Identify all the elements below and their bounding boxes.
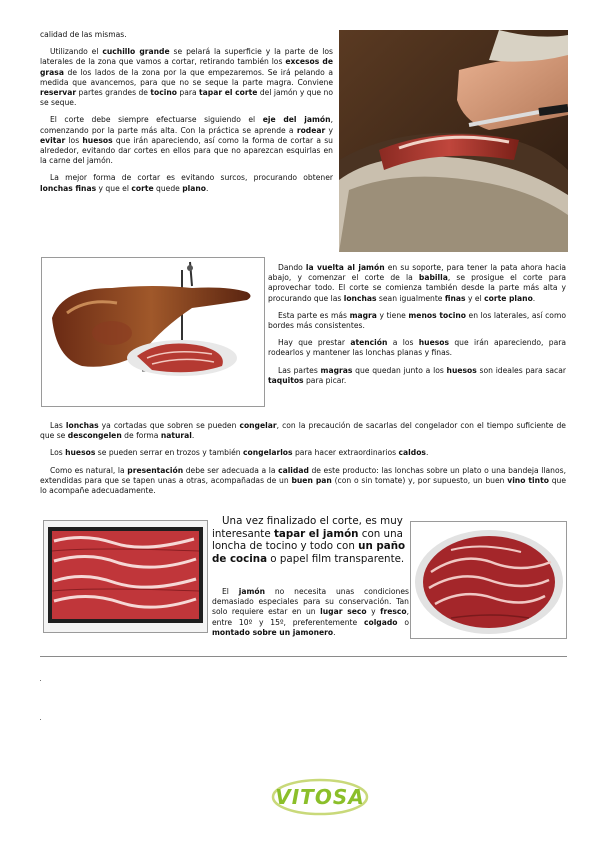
text-run: . xyxy=(206,183,209,193)
text-run: en su soporte, para tener la pata ahora hacia abajo, y comenzar el corte de la xyxy=(268,263,566,283)
bold-run: plano xyxy=(182,183,207,193)
text-run: . xyxy=(425,448,429,458)
bold-run: descongelen xyxy=(67,431,122,441)
text-block-cover-ham xyxy=(212,515,409,572)
bold-run: babilla xyxy=(418,273,448,283)
text-run: Esta parte es más xyxy=(278,310,350,320)
bold-run: evitar xyxy=(40,135,66,145)
text-block-turning-ham xyxy=(268,263,566,393)
text-run: y el xyxy=(465,293,485,303)
bold-run: tapar el jamón xyxy=(273,527,359,540)
text-run: El corte debe siempre efectuarse siguiendo el xyxy=(50,115,263,125)
bold-run: colgado xyxy=(363,617,398,627)
paragraph-cover-ham xyxy=(212,515,409,565)
text-run: son ideales para sacar xyxy=(476,365,566,375)
bold-run: natural xyxy=(160,431,192,441)
bold-run: corte xyxy=(131,183,154,193)
bold-run: magras xyxy=(320,365,353,375)
text-block-cutting-technique xyxy=(40,30,333,201)
bold-run: un paño de cocina xyxy=(212,540,406,565)
bold-run: calidad xyxy=(278,465,309,475)
dot-marker xyxy=(40,719,41,720)
text-run: los xyxy=(65,135,83,145)
bold-run: reservar xyxy=(40,88,77,98)
bold-run: montado sobre un jamonero xyxy=(212,627,334,637)
text-run: , comenzando por la parte más alta. Con la práctica se aprende a xyxy=(40,115,333,135)
text-run: no necesita unas condiciones demasiado especiales para su conservación. Tan solo requiere estar en un xyxy=(212,587,409,617)
text-run: y tiene xyxy=(376,310,409,320)
text-run: que irán apareciendo, para rodearlos y mantener las lonchas planas y finas. xyxy=(268,338,567,358)
text-run: que quedan junto a los xyxy=(352,365,447,375)
text-run: y xyxy=(366,607,381,617)
text-run: ya cortadas que sobren se pueden xyxy=(98,421,240,430)
text-run: sean igualmente xyxy=(376,293,445,303)
text-run: La mejor forma de cortar es evitando surcos, procurando obtener xyxy=(50,173,333,183)
paragraph-quality xyxy=(40,30,333,40)
text-run: partes grandes de xyxy=(76,88,151,98)
text-run: que lo acompañe adecuadamente. xyxy=(40,475,566,496)
bold-run: congelar xyxy=(239,421,277,430)
bold-run: huesos xyxy=(446,365,477,375)
vitosa-logo xyxy=(270,777,370,817)
photo-ham-plate xyxy=(410,521,567,639)
text-run: debe ser adecuada a la xyxy=(183,465,279,475)
text-run: del jamón y que no se seque. xyxy=(40,88,333,108)
bold-run: caldos xyxy=(398,448,426,458)
text-run: de los lados de la zona por la que empezaremos. Se irá pelando a medida que avancemos, para que no se seque la parte magra. Conviene xyxy=(40,67,333,87)
svg-text:VITOSA: VITOSA xyxy=(275,785,365,809)
text-run: Una vez finalizado el corte, es muy interesante xyxy=(212,515,403,540)
text-run: de forma xyxy=(121,431,161,441)
paragraph-turning-ham xyxy=(268,263,566,304)
bold-run: rodear xyxy=(296,125,326,135)
text-run: de este producto: las lonchas sobre un plato o una bandeja llanos, extendidas para que se tapen unas a otras, acompañadas de un xyxy=(40,465,566,485)
text-run: Las xyxy=(50,421,66,430)
text-run: (con o sin tomate) y, por supuesto, un buen xyxy=(331,475,508,485)
bold-run: lugar seco xyxy=(320,607,367,617)
paragraph-conservation xyxy=(212,587,409,638)
bold-run: cuchillo grande xyxy=(102,47,170,57)
bold-run: la vuelta al jamón xyxy=(305,263,385,272)
text-run: se pueden serrar en trozos y también xyxy=(95,448,244,458)
text-run: para hacer extraordinarios xyxy=(292,448,399,458)
text-block-storage-presentation xyxy=(40,421,566,503)
photo-sliced-ham-tray xyxy=(43,520,208,633)
bold-run: atención xyxy=(350,338,388,348)
paragraph-presentation xyxy=(40,466,566,497)
bold-run: menos tocino xyxy=(408,310,466,320)
bold-run: corte plano xyxy=(484,293,533,303)
bold-run: lonchas finas xyxy=(40,183,97,193)
paragraph-axis-cut xyxy=(40,115,333,166)
bold-run: tocino xyxy=(150,88,177,98)
bold-run: jamón xyxy=(238,587,266,596)
text-run: a los xyxy=(387,338,419,348)
text-run: , con la precaución de sacarlas del congelador con el tiempo suficiente de que se xyxy=(40,421,566,441)
text-run: . xyxy=(532,293,536,303)
text-run: Utilizando el xyxy=(50,47,103,57)
text-run: que irán apareciendo, así como la forma de cortar a su alrededor, evitando dar cortes en ellos para que no aparezcan esquirlas en la carne del jamón. xyxy=(40,135,333,166)
text-run: o xyxy=(397,617,409,627)
bold-run: lonchas xyxy=(343,293,377,303)
paragraph-bones-attention xyxy=(268,338,566,358)
text-run: y xyxy=(325,125,333,135)
text-run: , se prosigue el corte para aprovechar todo. El corte se comienza también desde la parte más alta y procurando que las xyxy=(268,273,566,303)
paragraph-lean-part xyxy=(268,311,566,331)
bold-run: magra xyxy=(349,310,377,320)
paragraph-bones-broth xyxy=(40,448,566,458)
bold-run: eje del jamón xyxy=(262,115,331,125)
text-run: El xyxy=(222,587,239,596)
bold-run: taquitos xyxy=(268,375,304,385)
text-run: para xyxy=(176,88,200,98)
text-run: Dando xyxy=(278,263,306,272)
bold-run: presentación xyxy=(127,465,184,475)
text-run: con una loncha de tocino y todo con xyxy=(212,527,403,553)
bold-run: vino tinto xyxy=(507,475,549,485)
text-run: en los laterales, así como bordes más consistentes. xyxy=(268,310,566,331)
photo-hand-cutting-ham xyxy=(339,30,568,252)
photo-ham-on-stand xyxy=(41,257,265,407)
bold-run: huesos xyxy=(65,448,96,458)
text-block-conservation xyxy=(212,587,409,645)
text-run: quede xyxy=(153,183,183,193)
dot-marker xyxy=(40,680,41,681)
bold-run: finas xyxy=(444,293,466,303)
text-run: . xyxy=(333,627,336,637)
bold-run: fresco xyxy=(380,607,407,617)
bold-run: huesos xyxy=(82,135,113,145)
text-run: Los xyxy=(50,448,66,458)
bold-run: huesos xyxy=(418,338,450,348)
text-run: y que el xyxy=(96,183,132,193)
text-run: Hay que prestar xyxy=(278,338,351,348)
text-run: Las partes xyxy=(278,365,321,375)
text-run: o papel film transparente. xyxy=(267,552,405,565)
bold-run: congelarlos xyxy=(243,448,293,458)
text-run: calidad de las mismas. xyxy=(40,30,127,39)
text-run: . xyxy=(191,431,195,441)
paragraph-best-cut xyxy=(40,173,333,193)
bold-run: lonchas xyxy=(65,421,99,430)
paragraph-lean-near-bones xyxy=(268,366,566,386)
paragraph-peeling xyxy=(40,47,333,108)
text-run: Como es natural, la xyxy=(50,465,128,475)
text-run: , entre 10º y 15º, preferentemente xyxy=(212,607,409,627)
bold-run: tapar el corte xyxy=(199,88,258,98)
bold-run: buen pan xyxy=(291,475,332,485)
text-run: para picar. xyxy=(303,375,347,385)
divider-rule xyxy=(40,656,567,657)
text-run: se pelará la superficie y la parte de los laterales de la zona que vamos a cortar, retirando también los xyxy=(40,47,333,67)
bold-run: excesos de grasa xyxy=(40,57,334,77)
paragraph-freezing-slices xyxy=(40,421,566,441)
